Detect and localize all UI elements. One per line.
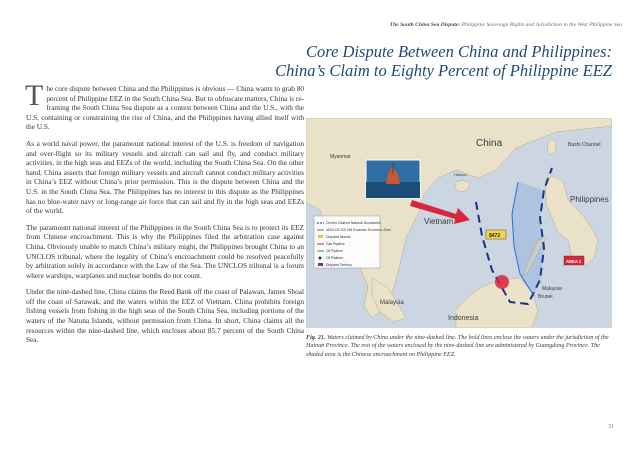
label-china: China (476, 138, 503, 149)
legend-item: Oil Platform (326, 256, 344, 260)
paragraph-4: Under the nine-dashed line, China claims the Reed Bank off the coast of Palawan, James Shoal off the coast of Sarawak, and the waters within the EEZ of Vietnam. China prohibits foreign fishing vessels from fishing in the high seas of the South China Sea, including portions of the waters of the Natuna Islands, without permission from China. In short, China claims all the resources within the nine-dashed line, which encloses about 85.7 percent of the South China Sea. (26, 287, 304, 345)
label-vietnam: Vietnam (424, 217, 454, 226)
running-header-subtitle: Philippine Sovereign Rights and Jurisdiction in the West Philippine Sea (460, 22, 622, 28)
page-title-line-2: China’s Claim to Eighty Percent of Philippine EEZ (275, 61, 612, 80)
drop-cap: T (25, 79, 44, 112)
label-brunei: Brunei (538, 294, 553, 300)
map-canvas (306, 118, 612, 328)
page-title-line-1: Core Dispute Between China and Philippines: (306, 42, 612, 61)
label-hainan: Hainan (454, 172, 467, 177)
hainan-island (455, 180, 470, 192)
legend-item: UNCLOS 200 NM Exclusive Economic Zone (326, 228, 391, 232)
page-title (252, 42, 612, 80)
page-number: 31 (608, 424, 614, 430)
figure-caption-text: Waters claimed by China under the nine-dashed line. The bold lines enclose the waters under the jurisdiction of the Hainan Province. The rest of the waters enclosed by the nine-dashed line are administered by Guangdong Province. The shaded area is the Chinese encroachment on Philippine EEZ. (306, 335, 609, 358)
body-column (25, 79, 304, 352)
legend-item: Oil Pipeline (326, 249, 343, 253)
taiwan-island (547, 140, 556, 155)
figure-caption-label: Fig. 21. (306, 335, 326, 341)
label-myanmar: Myanmar (330, 154, 351, 160)
label-bashi-channel: Bashi Channel (568, 142, 601, 148)
paragraph-2: As a world naval power, the paramount national interest of the U.S. is freedom of navigation and over-flight so its military vessels and aircraft can sail and fly, and conduct military activities, in the high seas and EEZs of the world, including the South China Sea. On the other hand, China asserts that foreign military vessels and aircraft cannot conduct military activities in China’s EEZ without China’s prior permission. This is the dispute between China and the U.S. in the South China Sea. The Philippines has no interest in this dispute as the Philippines has no blue-water navy or long-range air force that can sail and fly in the high seas and EEZs of the world. (26, 138, 304, 216)
paragraph-1 (25, 79, 304, 132)
legend-item: Disputed Territory (326, 263, 352, 267)
label-malaysia-east: Malaysia (542, 286, 562, 292)
figure-caption (306, 334, 612, 359)
legend-item: China's Claimed National Boundaries (326, 221, 381, 225)
area-tag-label: AREA 1 (566, 259, 582, 264)
label-philippines: Philippines (570, 195, 609, 204)
disputed-marker (495, 275, 509, 289)
philippines-islands (546, 177, 598, 268)
running-header (390, 22, 622, 28)
legend-item: Gas Pipeline (326, 242, 345, 246)
label-malaysia-west: Malaysia (380, 300, 404, 306)
paragraph-3: The paramount national interest of the Philippines in the South China Sea is to protect its EEZ from Chinese encroachment. This is why the Philippines filed the arbitration case against China. Obviously unable to match China’s military might, the Philippines brought China to an UNCLOS tribunal, where the legality of China’s encroachment could be resolved peacefully by arbitration solely in accordance with the Law of the Sea. The UNCLOS tribunal is a forum where warships, warplanes and nuclear bombs do not count. (26, 222, 304, 280)
legend-item: Disputed Islands (326, 235, 351, 239)
label-indonesia: Indonesia (448, 315, 479, 322)
paragraph-1-text: he core dispute between China and the Philippines is obvious — China wants to grab 80 percent of Philippine EEZ in the South China Sea. But to obfuscate matters, China is re-framing the South China Sea dispute as a contest between China and the U.S., with the U.S. containing or constraining the rise of China, and the Philippines having allied itself with the U.S. (26, 84, 304, 132)
reed-bank-tag-label: $472 (489, 233, 501, 239)
running-header-series: The South China Sea Dispute: (389, 22, 461, 28)
south-china-sea-map (306, 118, 612, 328)
